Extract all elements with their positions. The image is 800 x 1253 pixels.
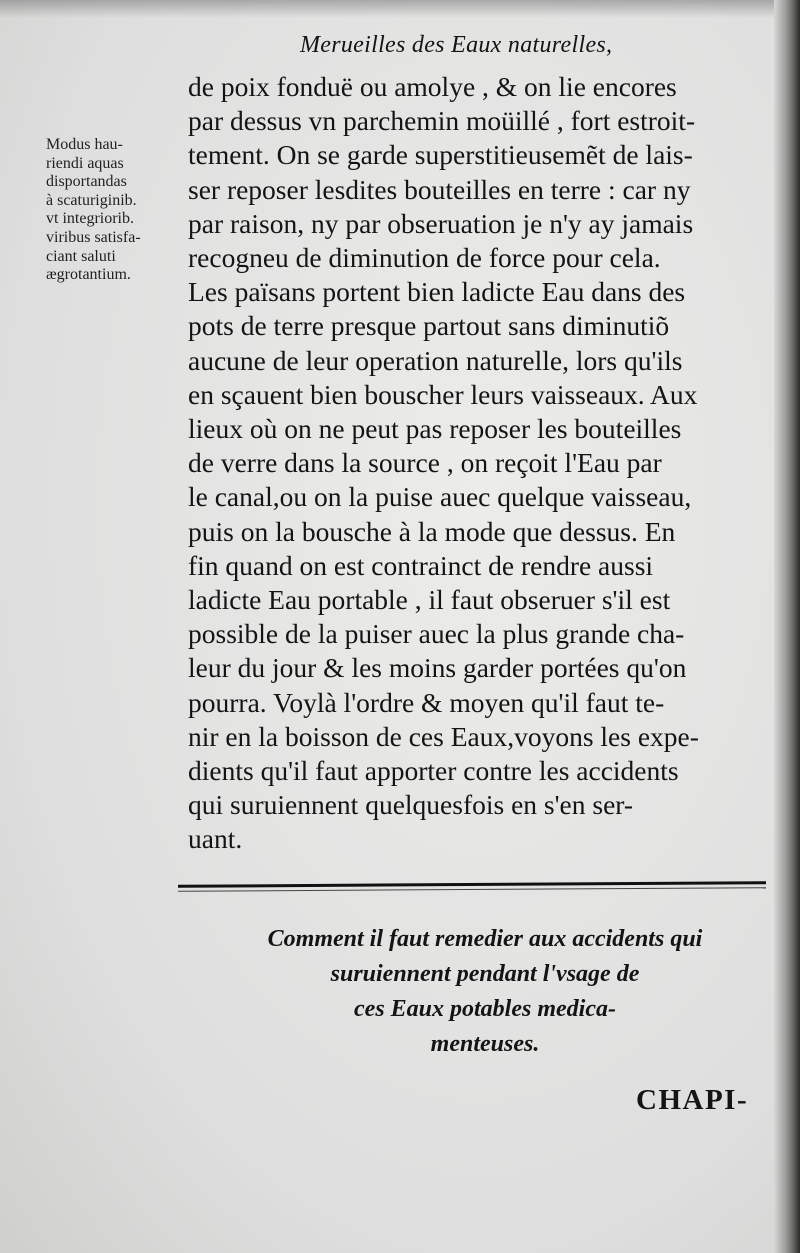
body-line: dients qu'il faut apporter contre les accidents — [188, 755, 679, 787]
body-line: tement. On se garde superstitieusemẽt de lais- — [188, 139, 693, 171]
body-line: de poix fonduë ou amolye , & on lie encores — [188, 71, 677, 102]
body-line: en sçauent bien bouscher leurs vaisseaux. Aux — [188, 378, 698, 410]
body-line: nir en la boisson de ces Eaux,voyons les expe- — [188, 720, 699, 752]
chapter-title-line: suruiennent pendant l'vsage de — [330, 961, 640, 987]
body-line: Les païsans portent bien ladicte Eau dans des — [188, 276, 686, 308]
body-line: uant. — [188, 823, 243, 855]
body-line: puis on la bousche à la mode que dessus. En — [188, 515, 676, 547]
body-line: possible de la puiser auec la plus grande cha- — [188, 618, 685, 650]
body-line: ladicte Eau portable , il faut obseruer s'il est — [188, 584, 671, 616]
body-line: recogneu de diminution de force pour cela. — [188, 242, 661, 274]
chapter-title-line: ces Eaux potables medica- — [354, 996, 616, 1022]
body-line: par dessus vn parchemin moüillé , fort estroit- — [188, 105, 696, 137]
chapter-title — [180, 922, 790, 1062]
body-line: pourra. Voylà l'ordre & moyen qu'il faut te- — [188, 686, 665, 718]
marginal-note-line: viribus satisfa- — [46, 228, 141, 246]
catchword: CHAPI- — [636, 1084, 749, 1116]
chapter-title-line: menteuses. — [430, 1031, 540, 1057]
marginal-note — [46, 136, 186, 285]
body-line: lieux où on ne peut pas reposer les bouteilles — [188, 413, 682, 445]
body-line: par raison, ny par obseruation je n'y ay jamais — [188, 207, 694, 239]
chapter-title-line: Comment il faut remedier aux accidents qui — [267, 926, 703, 952]
marginal-note-line: ægrotantium. — [46, 266, 131, 284]
body-line: ser reposer lesdites bouteilles en terre : car ny — [188, 173, 691, 205]
marginal-note-line: disportandas — [46, 173, 127, 191]
marginal-note-line: ciant saluti — [46, 247, 116, 265]
marginal-note-line: riendi aquas — [46, 154, 124, 172]
body-line: pots de terre presque partout sans diminutiõ — [188, 310, 670, 342]
body-line: fin quand on est contrainct de rendre aussi — [188, 549, 654, 581]
marginal-note-line: Modus hau- — [46, 136, 123, 153]
body-line: aucune de leur operation naturelle, lors qu'ils — [188, 344, 683, 376]
body-line: leur du jour & les moins garder portées qu'on — [188, 652, 687, 684]
body-paragraph — [188, 70, 768, 857]
body-line: de verre dans la source , on reçoit l'Eau par — [188, 447, 662, 479]
book-gutter-edge — [774, 0, 800, 1253]
body-line: qui suruiennent quelquesfois en s'en ser- — [188, 789, 634, 821]
marginal-note-line: à scaturiginib. — [46, 191, 137, 209]
page-top-shadow — [0, 0, 800, 18]
running-header: Merueilles des Eaux naturelles, — [300, 32, 613, 58]
body-line: le canal,ou on la puise auec quelque vaisseau, — [188, 481, 692, 513]
section-divider-rule-thin — [178, 887, 766, 892]
marginal-note-line: vt integriorib. — [46, 210, 134, 228]
